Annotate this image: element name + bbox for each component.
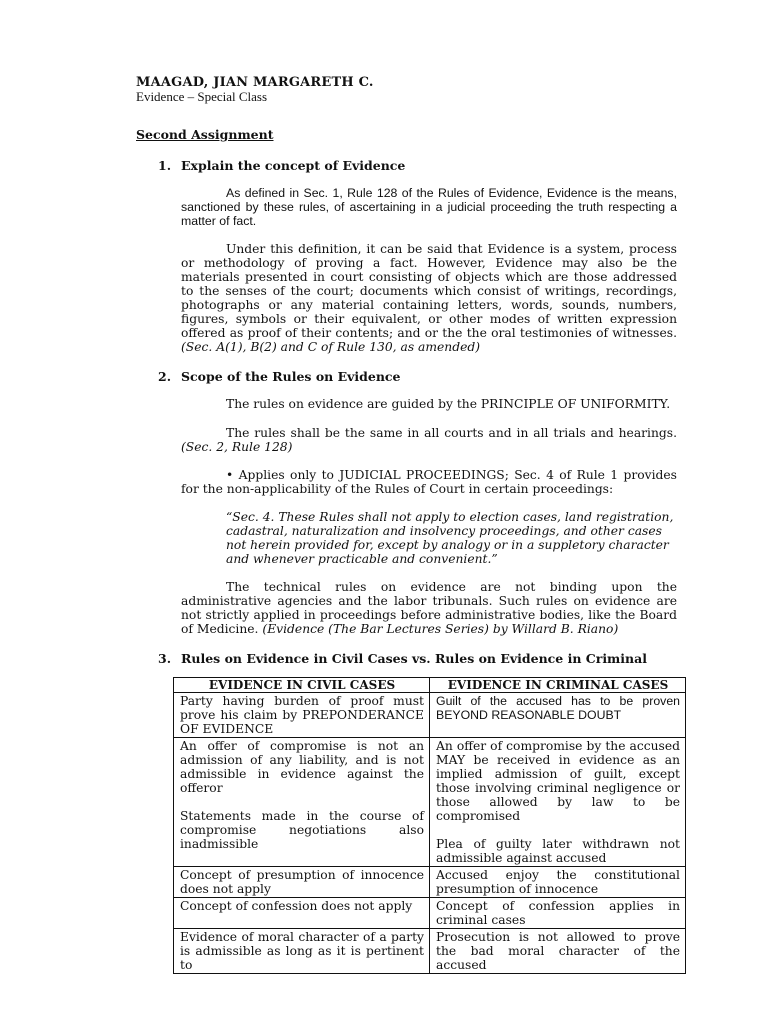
civil-cell: Concept of presumption of innocence does not apply bbox=[174, 867, 430, 898]
section-number: 1. bbox=[158, 158, 172, 173]
section-1-paragraph-2: Under this definition, it can be said that Evidence is a system, process or methodology of proving a fact. However, Evidence may also be the materials presented in court consisting of objects which are those addressed to the senses of the court; documents which consist of writings, recordings, photographs or any material containing letters, words, sounds, numbers, figures, symbols or their equivalent, or other modes of written expression offered as proof of their contents; and or the the oral testimonies of witnesses. (Sec. A(1), B(2) and C of Rule 130, as amended) bbox=[181, 242, 677, 354]
section-number: 2. bbox=[158, 369, 172, 384]
table-header-row bbox=[174, 678, 686, 693]
comparison-table bbox=[173, 677, 686, 974]
civil-cell: Evidence of moral character of a party is admissible as long as it is pertinent to bbox=[174, 929, 430, 974]
section-2-paragraph-2: The rules shall be the same in all courts and in all trials and hearings. (Sec. 2, Rule 128) bbox=[181, 426, 677, 454]
rule-quote: “Sec. 4. These Rules shall not apply to election cases, land registration, cadastral, naturalization and insolvency proceedings, and other cases not herein provided for, except by analogy or in a suppletory character and whenever practicable and convenient.” bbox=[226, 510, 674, 566]
criminal-cell: Concept of confession applies in criminal cases bbox=[430, 898, 686, 929]
section-title: Scope of the Rules on Evidence bbox=[181, 369, 401, 384]
civil-cell: Party having burden of proof must prove his claim by PREPONDERANCE OF EVIDENCE bbox=[174, 693, 430, 738]
civil-cell: Concept of confession does not apply bbox=[174, 898, 430, 929]
section-2-paragraph-3: • Applies only to JUDICIAL PROCEEDINGS; Sec. 4 of Rule 1 provides for the non-applicability of the Rules of Court in certain proceedings: bbox=[181, 468, 677, 496]
assignment-title: Second Assignment bbox=[136, 127, 274, 142]
section-1-paragraph-1: As defined in Sec. 1, Rule 128 of the Rules of Evidence, Evidence is the means, sanctioned by these rules, of ascertaining in a judicial proceeding the truth respecting a matter of fact. bbox=[181, 186, 677, 228]
course-title: Evidence – Special Class bbox=[136, 89, 268, 104]
table-row bbox=[174, 738, 686, 867]
column-header-civil: EVIDENCE IN CIVIL CASES bbox=[174, 678, 430, 693]
criminal-cell: Accused enjoy the constitutional presumption of innocence bbox=[430, 867, 686, 898]
table-row bbox=[174, 693, 686, 738]
criminal-cell: Prosecution is not allowed to prove the bad moral character of the accused bbox=[430, 929, 686, 974]
criminal-cell: An offer of compromise by the accused MAY be received in evidence as an implied admission of guilt, except those involving criminal negligence or those allowed by law to be compromised Plea of guilty later withdrawn not admissible against accused bbox=[430, 738, 686, 867]
citation: (Sec. A(1), B(2) and C of Rule 130, as amended) bbox=[181, 340, 481, 354]
citation: (Sec. 2, Rule 128) bbox=[181, 440, 293, 454]
section-2-paragraph-1: The rules on evidence are guided by the PRINCIPLE OF UNIFORMITY. bbox=[226, 397, 671, 411]
section-2-paragraph-4: The technical rules on evidence are not binding upon the administrative agencies and the labor tribunals. Such rules on evidence are not strictly applied in proceedings before administrative bodies, like the Board of Medicine. (Evidence (The Bar Lectures Series) by Willard B. Riano) bbox=[181, 580, 677, 636]
section-title: Rules on Evidence in Civil Cases vs. Rules on Evidence in Criminal bbox=[181, 651, 647, 666]
section-title: Explain the concept of Evidence bbox=[181, 158, 406, 173]
table-row bbox=[174, 929, 686, 974]
civil-cell: An offer of compromise is not an admission of any liability, and is not admissible in evidence against the offeror Statements made in the course of compromise negotiations also inadmissible bbox=[174, 738, 430, 867]
citation: (Evidence (The Bar Lectures Series) by Willard B. Riano) bbox=[262, 622, 619, 636]
student-name: MAAGAD, JIAN MARGARETH C. bbox=[136, 75, 374, 90]
column-header-criminal: EVIDENCE IN CRIMINAL CASES bbox=[430, 678, 686, 693]
table-row bbox=[174, 867, 686, 898]
criminal-cell: Guilt of the accused has to be proven BEYOND REASONABLE DOUBT bbox=[430, 693, 686, 738]
table-row bbox=[174, 898, 686, 929]
section-number: 3. bbox=[158, 651, 172, 666]
